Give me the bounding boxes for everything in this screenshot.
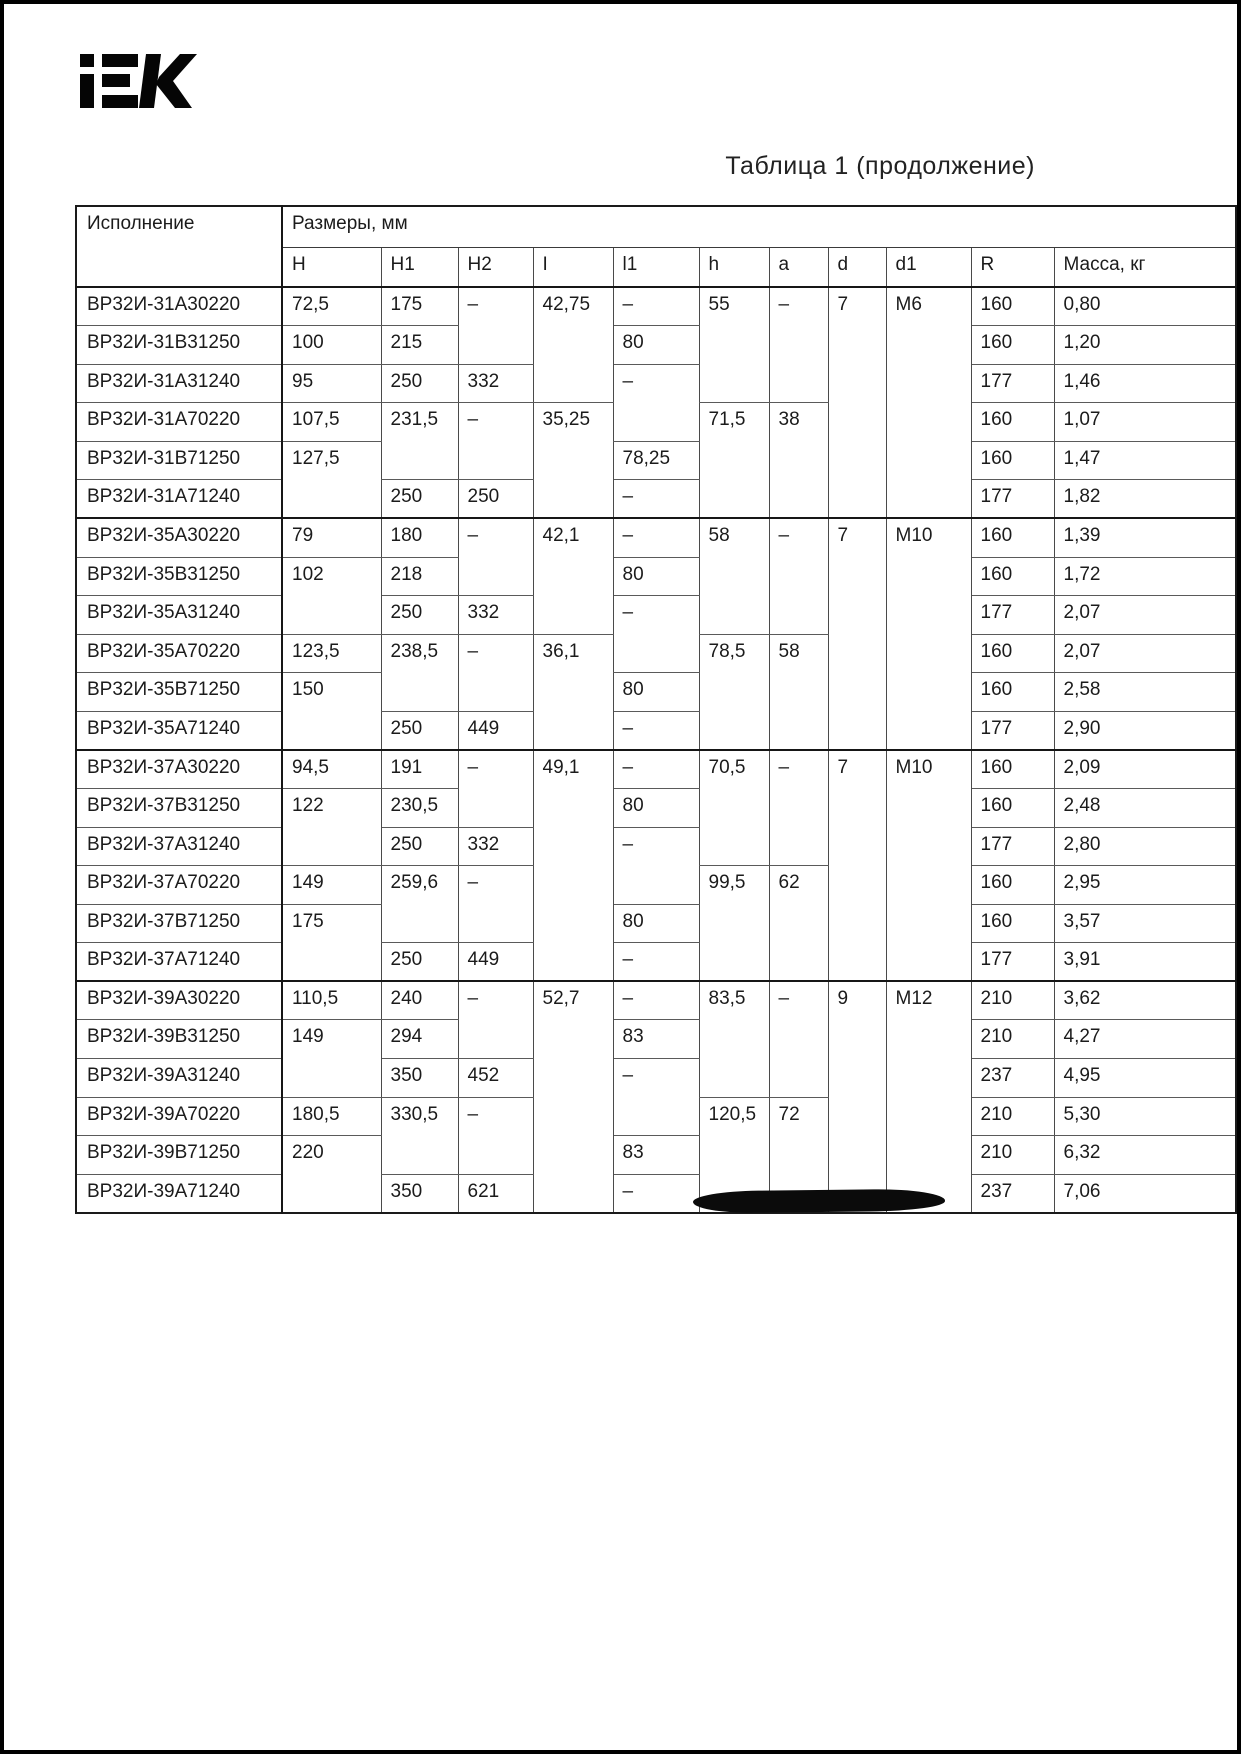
table-cell: 2,95 — [1054, 866, 1236, 905]
table-cell: 177 — [971, 480, 1054, 519]
table-cell: – — [458, 1097, 533, 1174]
row-name-cell: ВР32И-31А70220 — [76, 403, 282, 442]
table-cell: 160 — [971, 789, 1054, 828]
row-name-cell: ВР32И-39А30220 — [76, 981, 282, 1020]
row-name-cell: ВР32И-31В31250 — [76, 326, 282, 365]
table-cell: 240 — [381, 981, 458, 1020]
table-row — [76, 904, 1236, 943]
table-cell: 231,5 — [381, 403, 458, 480]
table-row — [76, 827, 1236, 866]
table-cell: 238,5 — [381, 634, 458, 711]
table-cell: 250 — [381, 596, 458, 635]
table-cell: – — [613, 1059, 699, 1136]
row-name-cell: ВР32И-35А30220 — [76, 518, 282, 557]
table-cell: М10 — [886, 518, 971, 749]
page-title: Таблица 1 (продолжение) — [725, 152, 1035, 180]
row-name-cell: ВР32И-37А30220 — [76, 750, 282, 789]
row-name-cell: ВР32И-35В71250 — [76, 673, 282, 712]
header-dim-l1: l1 — [613, 248, 699, 288]
table-cell: 42,1 — [533, 518, 613, 634]
table-cell: 127,5 — [282, 441, 381, 518]
table-cell: 1,82 — [1054, 480, 1236, 519]
table-cell: 79 — [282, 518, 381, 557]
table-cell: – — [458, 981, 533, 1058]
table-row — [76, 673, 1236, 712]
table-cell: 160 — [971, 634, 1054, 673]
row-name-cell: ВР32И-37А70220 — [76, 866, 282, 905]
table-cell: 449 — [458, 943, 533, 982]
table-cell: 80 — [613, 326, 699, 365]
row-name-cell: ВР32И-35В31250 — [76, 557, 282, 596]
table-row — [76, 441, 1236, 480]
row-name-cell: ВР32И-37А31240 — [76, 827, 282, 866]
header-row-group — [76, 206, 1236, 248]
table-cell: М12 — [886, 981, 971, 1212]
table-header — [76, 206, 1236, 287]
header-ispolnenie: Исполнение — [76, 206, 282, 287]
table-row — [76, 596, 1236, 635]
table-cell: 250 — [381, 711, 458, 750]
table-cell: – — [613, 287, 699, 326]
table-cell: – — [613, 827, 699, 904]
table-cell: 2,58 — [1054, 673, 1236, 712]
table-row — [76, 518, 1236, 557]
iek-logo — [80, 54, 204, 108]
scan-artifact — [693, 1189, 945, 1214]
table-cell: 330,5 — [381, 1097, 458, 1174]
table-row — [76, 364, 1236, 403]
table-cell: 215 — [381, 326, 458, 365]
table-cell: 38 — [769, 403, 828, 519]
table-cell: 210 — [971, 981, 1054, 1020]
table-row — [76, 789, 1236, 828]
table-cell: 1,20 — [1054, 326, 1236, 365]
table-cell: – — [769, 518, 828, 634]
table-cell: 332 — [458, 596, 533, 635]
table-cell: 123,5 — [282, 634, 381, 673]
table-cell: – — [613, 943, 699, 982]
table-cell: 160 — [971, 518, 1054, 557]
table-cell: 350 — [381, 1174, 458, 1213]
table-cell: 94,5 — [282, 750, 381, 789]
table-cell: 120,5 — [699, 1097, 769, 1213]
table-cell: – — [613, 711, 699, 750]
table-cell: 177 — [971, 596, 1054, 635]
table-cell: 452 — [458, 1059, 533, 1098]
table-row — [76, 1059, 1236, 1098]
table-cell: 177 — [971, 364, 1054, 403]
table-cell: 449 — [458, 711, 533, 750]
table-cell: 2,90 — [1054, 711, 1236, 750]
row-name-cell: ВР32И-39В71250 — [76, 1136, 282, 1175]
table-cell: 72 — [769, 1097, 828, 1213]
table-cell: 110,5 — [282, 981, 381, 1020]
table-cell: 1,39 — [1054, 518, 1236, 557]
table-cell: – — [613, 480, 699, 519]
header-dim-a: a — [769, 248, 828, 288]
table-cell: – — [458, 750, 533, 827]
table-row — [76, 711, 1236, 750]
header-razmery-group: Размеры, мм — [282, 206, 1236, 248]
table-cell: 2,09 — [1054, 750, 1236, 789]
row-name-cell: ВР32И-37А71240 — [76, 943, 282, 982]
table-cell: 250 — [381, 364, 458, 403]
table-cell: 160 — [971, 287, 1054, 326]
table-cell: 35,25 — [533, 403, 613, 519]
table-cell: – — [458, 518, 533, 595]
table-cell: 2,80 — [1054, 827, 1236, 866]
table-cell: 160 — [971, 673, 1054, 712]
table-cell: 6,32 — [1054, 1136, 1236, 1175]
header-dim-d: d — [828, 248, 886, 288]
table-cell: 78,25 — [613, 441, 699, 480]
row-name-cell: ВР32И-31А31240 — [76, 364, 282, 403]
table-cell: 80 — [613, 557, 699, 596]
table-cell: 7,06 — [1054, 1174, 1236, 1213]
table-cell: – — [613, 981, 699, 1020]
row-name-cell: ВР32И-39А70220 — [76, 1097, 282, 1136]
table-cell: 3,62 — [1054, 981, 1236, 1020]
table-cell: 4,27 — [1054, 1020, 1236, 1059]
table-cell: 175 — [381, 287, 458, 326]
table-cell: 250 — [381, 480, 458, 519]
table-cell: – — [769, 287, 828, 403]
table-cell: 9 — [828, 981, 886, 1212]
table-cell: – — [613, 1174, 699, 1213]
row-name-cell: ВР32И-39А71240 — [76, 1174, 282, 1213]
table-cell: 250 — [381, 827, 458, 866]
table-cell: 1,07 — [1054, 403, 1236, 442]
table-row — [76, 943, 1236, 982]
table-cell: 78,5 — [699, 634, 769, 750]
table-cell: 62 — [769, 866, 828, 982]
table-cell: 210 — [971, 1097, 1054, 1136]
table-cell: 1,47 — [1054, 441, 1236, 480]
table-cell: 99,5 — [699, 866, 769, 982]
table-cell: 191 — [381, 750, 458, 789]
header-dim-H1: H1 — [381, 248, 458, 288]
table-cell: 52,7 — [533, 981, 613, 1212]
row-name-cell: ВР32И-35А71240 — [76, 711, 282, 750]
table-row — [76, 1136, 1236, 1175]
table-cell: – — [613, 518, 699, 557]
table-cell: 100 — [282, 326, 381, 365]
table-cell: 259,6 — [381, 866, 458, 943]
table-cell: 175 — [282, 904, 381, 981]
table-cell: 83,5 — [699, 981, 769, 1097]
table-row — [76, 750, 1236, 789]
table-cell: 621 — [458, 1174, 533, 1213]
header-mass: Масса, кг — [1054, 248, 1236, 288]
table-cell: 7 — [828, 750, 886, 981]
table-row — [76, 1174, 1236, 1213]
table-cell: 177 — [971, 827, 1054, 866]
table-cell: 72,5 — [282, 287, 381, 326]
table-row — [76, 480, 1236, 519]
table-cell: – — [458, 287, 533, 364]
table-cell: 55 — [699, 287, 769, 403]
table-cell: 1,46 — [1054, 364, 1236, 403]
table-cell: – — [769, 981, 828, 1097]
table-cell: 220 — [282, 1136, 381, 1213]
row-name-cell: ВР32И-37В31250 — [76, 789, 282, 828]
table-cell: 3,91 — [1054, 943, 1236, 982]
table-cell: 107,5 — [282, 403, 381, 442]
table-cell: 160 — [971, 326, 1054, 365]
table-row — [76, 981, 1236, 1020]
table-cell: 95 — [282, 364, 381, 403]
table-row — [76, 1020, 1236, 1059]
table-cell: 102 — [282, 557, 381, 634]
table-cell: 42,75 — [533, 287, 613, 403]
table-cell: 149 — [282, 866, 381, 905]
header-dim-d1: d1 — [886, 248, 971, 288]
table-cell: 149 — [282, 1020, 381, 1097]
table-cell: 58 — [699, 518, 769, 634]
row-name-cell: ВР32И-31А30220 — [76, 287, 282, 326]
row-name-cell: ВР32И-31В71250 — [76, 441, 282, 480]
table-cell: М10 — [886, 750, 971, 981]
row-name-cell: ВР32И-39А31240 — [76, 1059, 282, 1098]
table-cell: 218 — [381, 557, 458, 596]
table-cell: 2,07 — [1054, 596, 1236, 635]
table-cell: 160 — [971, 441, 1054, 480]
table-cell: 294 — [381, 1020, 458, 1059]
table-cell: 350 — [381, 1059, 458, 1098]
table-cell: 332 — [458, 364, 533, 403]
table-cell: 80 — [613, 789, 699, 828]
table-cell: – — [458, 403, 533, 480]
table-cell: 0,80 — [1054, 287, 1236, 326]
table-cell: – — [613, 596, 699, 673]
row-name-cell: ВР32И-35А31240 — [76, 596, 282, 635]
header-dim-H: H — [282, 248, 381, 288]
iek-logo-graphic — [80, 54, 204, 108]
table-cell: 83 — [613, 1020, 699, 1059]
table-cell: 3,57 — [1054, 904, 1236, 943]
table-cell: – — [769, 750, 828, 866]
header-dim-H2: H2 — [458, 248, 533, 288]
table-cell: 58 — [769, 634, 828, 750]
table-cell: 160 — [971, 750, 1054, 789]
table-cell: 180 — [381, 518, 458, 557]
table-cell: 250 — [381, 943, 458, 982]
table-cell: – — [458, 634, 533, 711]
table-cell: 210 — [971, 1136, 1054, 1175]
table-row — [76, 557, 1236, 596]
table-cell: – — [613, 364, 699, 441]
header-dim-h: h — [699, 248, 769, 288]
row-name-cell: ВР32И-35А70220 — [76, 634, 282, 673]
table-cell: 160 — [971, 403, 1054, 442]
table-cell: 1,72 — [1054, 557, 1236, 596]
table-cell: 122 — [282, 789, 381, 866]
header-dim-I: I — [533, 248, 613, 288]
row-name-cell: ВР32И-39В31250 — [76, 1020, 282, 1059]
table-cell: 4,95 — [1054, 1059, 1236, 1098]
row-name-cell: ВР32И-31А71240 — [76, 480, 282, 519]
table-cell: 230,5 — [381, 789, 458, 828]
table-cell: 70,5 — [699, 750, 769, 866]
table-cell: 250 — [458, 480, 533, 519]
table-cell: – — [613, 750, 699, 789]
table-cell: 237 — [971, 1174, 1054, 1213]
table-cell: 80 — [613, 673, 699, 712]
table-cell: 5,30 — [1054, 1097, 1236, 1136]
table-cell: 160 — [971, 866, 1054, 905]
table-cell: 83 — [613, 1136, 699, 1175]
header-dim-R: R — [971, 248, 1054, 288]
table-row — [76, 287, 1236, 326]
table-cell: 49,1 — [533, 750, 613, 981]
table-cell: 180,5 — [282, 1097, 381, 1136]
table-cell: М6 — [886, 287, 971, 518]
table-cell: 177 — [971, 711, 1054, 750]
table-row — [76, 326, 1236, 365]
table-cell: 150 — [282, 673, 381, 750]
table-cell: 160 — [971, 557, 1054, 596]
table-cell: 237 — [971, 1059, 1054, 1098]
table-cell: 71,5 — [699, 403, 769, 519]
table-cell: 210 — [971, 1020, 1054, 1059]
table-cell: 7 — [828, 287, 886, 518]
table-cell: 2,07 — [1054, 634, 1236, 673]
table-cell: – — [458, 866, 533, 943]
table-cell: 160 — [971, 904, 1054, 943]
table-body — [76, 287, 1236, 1213]
table-cell: 332 — [458, 827, 533, 866]
table-cell: 177 — [971, 943, 1054, 982]
table-cell: 80 — [613, 904, 699, 943]
dimensions-table — [75, 205, 1237, 1214]
table-cell: 2,48 — [1054, 789, 1236, 828]
table-cell: 36,1 — [533, 634, 613, 750]
table-cell: 7 — [828, 518, 886, 749]
row-name-cell: ВР32И-37В71250 — [76, 904, 282, 943]
